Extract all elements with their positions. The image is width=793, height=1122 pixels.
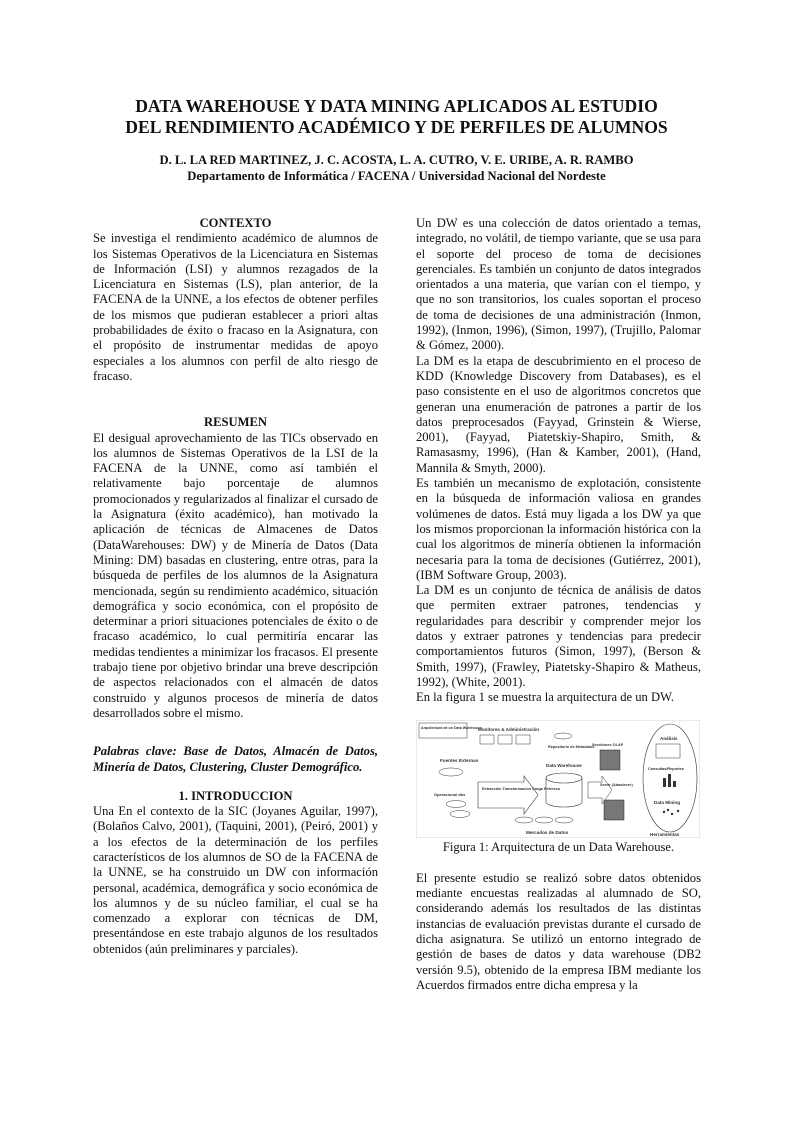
resumen-heading: RESUMEN: [204, 415, 267, 430]
dm-explotacion-paragraph: Es también un mecanismo de explotación, consistente en la búsqueda de información valiosa en grandes volúmenes de datos. Está muy ligada a los DW ya que los mismos proporcionan la información histórica con la cual los algoritmos de minería obtienen la información necesaria para la toma de decisiones (Gutiérrez, 2001), (IBM Software Group, 2003).: [416, 476, 701, 582]
estudio-paragraph: El presente estudio se realizó sobre datos obtenidos mediante encuestas realizadas al alumnado de SO, considerando además los resultados de las distintas instancias de evaluación previstas durante el cursado de dicha asignatura. Se utilizó un entorno integrado de gestión de bases de datos y data warehouse (DB2 versión 9.5), obtenido de la empresa IBM mediante los Acuerdos firmados entre dicha empresa y la: [416, 870, 701, 992]
author-block: [60, 152, 733, 184]
mercados-label: Mercados de Datos: [526, 829, 569, 835]
external-source-cylinder: [439, 768, 463, 776]
affiliation: Departamento de Informática / FACENA / Universidad Nacional del Nordeste: [187, 169, 606, 183]
arch-label: Arquitectura de un Data Warehouse: [421, 725, 482, 730]
olap-cube-1: [600, 750, 620, 770]
right-column: [416, 216, 701, 993]
authors: D. L. LA RED MARTINEZ, J. C. ACOSTA, L. A. CUTRO, V. E. URIBE, A. R. RAMBO: [159, 153, 634, 167]
dw-label: Data Warehouse: [546, 762, 582, 768]
title-line-1: DATA WAREHOUSE Y DATA MINING APLICADOS AL ESTUDIO: [135, 96, 658, 116]
datamart-3: [555, 817, 573, 823]
operational-db-2: [450, 810, 470, 817]
olap-cube-2: [604, 800, 624, 820]
monitor-box-3: [516, 735, 530, 744]
dm-tecnica-paragraph: La DM es un conjunto de técnica de análisis de datos que permiten extraer patrones, tendencias y regularidades para describir y comprender mejor los datos y extraer patrones y tendencias para predecir comportamientos futuros (Simon, 1997), (Berson & Smith, 1997), (Frawley, Piatetsky-Shapiro & Matheus, 1992), (White, 2001).: [416, 583, 701, 689]
analysis-sheet: [656, 744, 680, 758]
monitor-box-1: [480, 735, 494, 744]
dw-cylinder: [546, 773, 582, 783]
servidores-label: Servidores OLAP: [592, 742, 624, 747]
consultas-label: Consultas/Reportes: [648, 766, 684, 771]
title-line-2: DEL RENDIMIENTO ACADÉMICO Y DE PERFILES DE ALUMNOS: [125, 117, 668, 137]
keywords: Palabras clave: Base de Datos, Almacén de Datos, Minería de Datos, Clustering, Cluster Demográfico.: [93, 744, 378, 774]
introduccion-heading: 1. INTRODUCCION: [178, 788, 293, 803]
contexto-text: Se investiga el rendimiento académico de alumnos de los Sistemas Operativos de la Licenciatura en Sistemas de Información (LSI) y alumnos rezagados de la Licenciatura en Sistemas (LS), plan anterior, de la FACENA de la UNNE, a los efectos de obtener perfiles de los mismos que pudieran establecer a priori altas probabilidades de éxito o fracaso en la Asignatura, con el propósito de instrumentar medidas de apoyo especiales a los alumnos con perfil de alto riesgo de fracaso.: [93, 231, 378, 383]
resumen-text: El desigual aprovechamiento de las TICs observado en los alumnos de Sistemas Operativos de la LSI de la FACENA de la UNNE, como así también el relativamente bajo porcentaje de alumnos promocionados y regularizados al finalizar el cursado de la Asignatura (éxito académico), han motivado la aplicación de técnicas de Almacenes de Datos (DataWarehouses: DW) y de Minería de Datos (Data Mining: DM) basadas en clustering, entre otras, para la búsqueda de perfiles de los alumnos de la Asignatura mencionada, según su rendimiento académico, situación demográfica y socio económica, con el propósito de determinar a priori situaciones potenciales de éxito o de fracaso académico, lo cual permitiría encarar las medidas tendientes a minimizar los fracasos. El presente trabajo tiene por objetivo brindar una breve descripción de aspectos relacionados con el almacén de datos construido y algunos procesos de minería de datos desarrollados sobre el mismo.: [93, 430, 378, 720]
operational-db-1: [446, 800, 466, 807]
paper-title: [60, 96, 733, 138]
herramientas-label: Herramientas: [650, 831, 680, 837]
left-column: [93, 216, 378, 957]
operacional-label: Operacional dbs: [434, 791, 466, 797]
extraccion-label: Extracción Transformación Carga Refresco: [482, 786, 561, 791]
figure-intro-paragraph: En la figura 1 se muestra la arquitectura de un DW.: [416, 690, 674, 705]
monitor-box-2: [498, 735, 512, 744]
monitores-label: Monitores & Administración: [478, 726, 540, 732]
analisis-label: Análisis: [660, 735, 678, 741]
dw-architecture-diagram: [416, 720, 700, 838]
contexto-heading: CONTEXTO: [199, 216, 272, 230]
figure-caption: Figura 1: Arquitectura de un Data Warehouse.: [442, 839, 675, 854]
datamart-2: [535, 817, 553, 823]
datamart-1: [515, 817, 533, 823]
servir-label: Servir (Abastecer): [600, 782, 633, 787]
repositorio-label: Repositorio de Metadatos: [548, 744, 595, 749]
dw-architecture-figure: [416, 720, 700, 838]
dw-definition-paragraph: Un DW es una colección de datos orientado a temas, integrado, no volátil, de tiempo variante, que se usa para el soporte del proceso de toma de decisiones gerenciales. Es también un conjunto de datos integrados orientados a una materia, que varían con el tiempo, y que no son transitorios, los cuales soportan el proceso de toma de decisiones de una administración (Inmon, 1992), (Inmon, 1996), (Simon, 1997), (Trujillo, Palomar & Gómez, 2000).: [416, 216, 701, 353]
metadata-cylinder: [554, 733, 572, 739]
fuentes-label: Fuentes Externas: [440, 757, 479, 763]
introduccion-text: Una En el contexto de la SIC (Joyanes Aguilar, 1997), (Bolaños Calvo, 2001), (Taquini, 2001), (Peiró, 2001) y a los efectos de la determinación de los perfiles característicos de los alumnos de SO de la FACENA de la UNNE, se ha construido un DW con información personal, académica, demográfica y socio económica de los alumnos y de su núcleo familiar, el cual se ha comenzado a explorar con técnicas de DM, presentándose en este trabajo algunos de los resultados obtenidos (aún preliminares y parciales).: [93, 804, 378, 956]
mining-label: Data Mining: [654, 799, 681, 805]
dm-kdd-paragraph: La DM es la etapa de descubrimiento en el proceso de KDD (Knowledge Discovery from Databases), es el paso consistente en el uso de algoritmos concretos que generan una enumeración de patrones a partir de los datos preprocesados (Fayyad, Grinstein & Wierse, 2001), (Fayyad, Piatetskiy-Shapiro, Smith, & Ramasasmy, 1996), (Han & Kamber, 2001), (Hand, Mannila & Smyth, 2000).: [416, 353, 701, 475]
